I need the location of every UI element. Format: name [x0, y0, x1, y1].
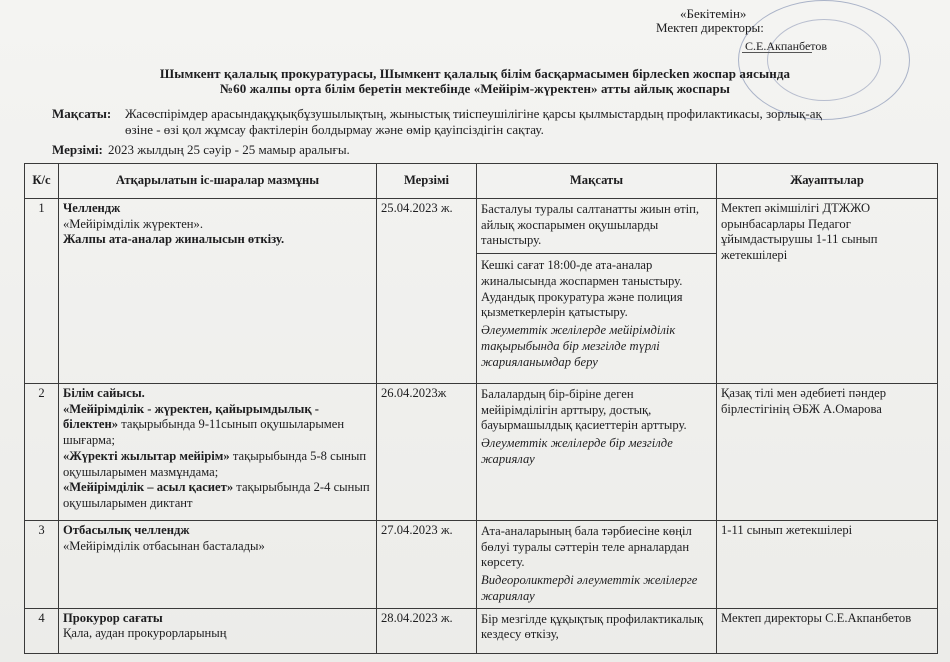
activity-title: Отбасылық челлендж: [63, 523, 190, 537]
table-row: [25, 199, 938, 384]
activity-title: Білім сайысы.: [63, 386, 145, 400]
row-activity: [59, 608, 377, 653]
approval-role: Мектеп директоры:: [656, 20, 764, 35]
table-row: [25, 521, 938, 609]
row-responsible: Мектеп директоры С.Е.Акпанбетов: [717, 608, 938, 653]
activity-topic: «Жүректі жылытар мейірім»: [63, 448, 230, 463]
row-goal: [477, 521, 717, 609]
purpose-label: Мақсаты:: [52, 106, 112, 121]
activity-item: [63, 480, 372, 511]
header-responsible: Жауаптылар: [717, 164, 938, 199]
row-number: 2: [25, 384, 59, 521]
row-responsible: Қазақ тілі мен әдебиеті пәндер бірлестігінің ӘБЖ А.Омарова: [717, 384, 938, 521]
activity-extra: Жалпы ата-аналар жиналысын өткізу.: [63, 232, 285, 247]
approval-signature: С.Е.Акпанбетов: [745, 39, 828, 53]
row-number: 1: [25, 199, 59, 384]
approval-title: «Бекітемін»: [680, 6, 747, 21]
row-goal: [477, 199, 717, 384]
goal-text: Кешкі сағат 18:00-де ата-аналар жиналысында жоспармен таныстыру. Аудандық прокуратура және полиция қызметкерлерін қатыстыру.: [481, 258, 683, 320]
goal-divider: [477, 253, 716, 254]
goal-text: Ата-аналарының бала тәрбиесіне көңіл бөлуі туралы сәттерін теле арналардан көрсету.: [481, 524, 692, 570]
row-activity: [59, 199, 377, 384]
row-number: 4: [25, 608, 59, 653]
row-date: 28.04.2023 ж.: [377, 608, 477, 653]
header-goal: Мақсаты: [477, 164, 717, 199]
activity-topic-desc: тақырыбында 9-11сынып оқушыларымен шығарма;: [63, 417, 345, 448]
plan-table: [24, 163, 938, 654]
activity-item: [63, 402, 372, 449]
table-header-row: [25, 164, 938, 199]
row-goal: [477, 608, 717, 653]
goal-text: Балалардың бір-біріне деген мейірімділігін арттыру, достық, бауырмашылдық қасиеттерін арттыру.: [481, 387, 687, 433]
row-date: 26.04.2023ж: [377, 384, 477, 521]
row-goal: [477, 384, 717, 521]
activity-topic: «Мейірімділік – асыл қасиет»: [63, 480, 234, 495]
activity-topic: «Мейірімділік - жүректен, қайырымдылық - білектен»: [63, 401, 319, 432]
goal-text-italic: Әлеуметтік желілерде бір мезгілде жариялау: [481, 436, 673, 466]
row-date: 25.04.2023 ж.: [377, 199, 477, 384]
activity-text: Қала, аудан прокурорларының: [63, 626, 227, 641]
header-date: Мерзімі: [377, 164, 477, 199]
goal-text-italic: Әлеуметтік желілерде мейірімділік тақырыбында бір мезгілде түрлі жарияланымдар беру: [481, 323, 676, 369]
activity-text: «Мейірімділік жүректен».: [63, 216, 203, 231]
activity-text: «Мейірімділік отбасынан басталады»: [63, 538, 265, 553]
plan-heading-line2: №60 жалпы орта білім беретін мектебінде «Мейірім-жүректен» атты айлық жоспары: [219, 81, 731, 96]
goal-text: Басталуы туралы салтанатты жиын өтіп, айлық жоспарымен оқушыларды таныстыру.: [481, 202, 700, 248]
activity-title: Челлендж: [63, 201, 121, 215]
activity-topic-desc: тақырыбында 5-8 сынып оқушыларымен мазмұндама;: [63, 448, 367, 479]
goal-text-italic: Видеороликтерді әлеуметтік желілерге жариялау: [481, 573, 698, 603]
row-activity: [59, 521, 377, 609]
table-row: [25, 384, 938, 521]
activity-topic-desc: тақырыбында 2-4 сынып оқушыларымен диктант: [63, 480, 370, 511]
row-date: 27.04.2023 ж.: [377, 521, 477, 609]
period-label: Мерзімі:: [52, 142, 103, 157]
period-value: 2023 жылдың 25 сәуір - 25 мамыр аралығы.: [108, 142, 350, 157]
plan-heading-line1: Шымкент қалалық прокуратурасы, Шымкент қалалық білім басқармасымен бірлесken жоспар аясында: [159, 66, 791, 81]
row-activity: [59, 384, 377, 521]
header-activity: Атқарылатын іс-шаралар мазмұны: [59, 164, 377, 199]
row-number: 3: [25, 521, 59, 609]
purpose-text-line1: Жасөспірімдер арасындақұқықбұзушылықтың, жыныстық тиіспеушілігіне қарсы қылмыстардың профилактикасы, зорлық-ақ: [125, 106, 822, 121]
table-row: [25, 608, 938, 653]
row-responsible: Мектеп әкімшілігі ДТЖЖО орынбасарлары Педагог ұйымдастырушы 1-11 сынып жетекшілері: [717, 199, 938, 384]
purpose-text-line2: өзіне - өзі қол жұмсау фактілерін болдырмау және өмір қауіпсіздігін сақтау.: [125, 122, 544, 137]
activity-title: Прокурор сағаты: [63, 610, 163, 625]
row-responsible: 1-11 сынып жетекшілері: [717, 521, 938, 609]
goal-text: Бір мезгілде құқықтық профилактикалық кездесу өткізу,: [481, 611, 704, 642]
header-number: К/с: [25, 164, 59, 199]
school-seal-stamp: [738, 0, 910, 120]
activity-item: [63, 449, 372, 480]
